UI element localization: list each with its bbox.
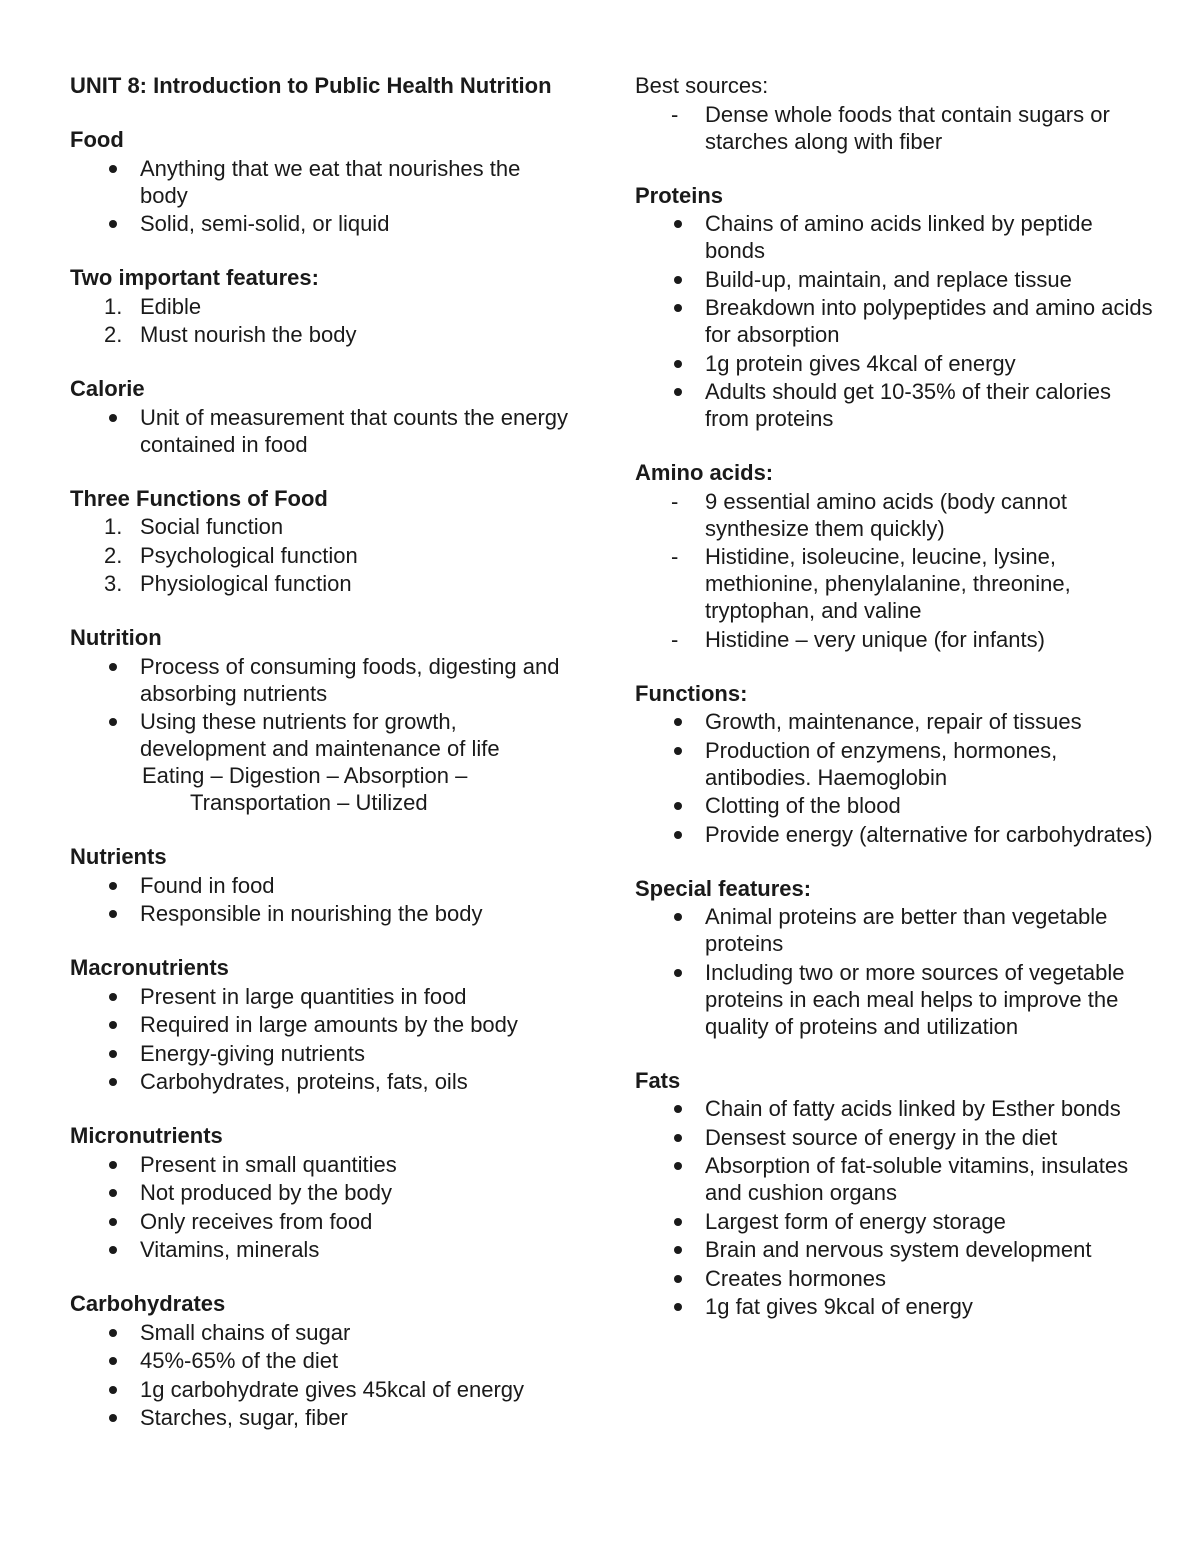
list-item-text: Required in large amounts by the body: [140, 1012, 518, 1037]
section-heading: Functions:: [635, 680, 748, 706]
list-item: [70, 570, 570, 597]
bullet-icon: [109, 993, 117, 1001]
bullet-icon: [109, 1078, 117, 1086]
bullet-icon: [109, 663, 117, 671]
section-heading: Macronutrients: [70, 955, 229, 980]
list-item: [70, 321, 570, 348]
list-item-text: Densest source of energy in the diet: [705, 1124, 1058, 1150]
bullet-icon: [109, 1189, 117, 1197]
list-item-text: Physiological function: [140, 571, 352, 596]
dash-list: [635, 101, 1155, 155]
section-special-features: [635, 875, 1155, 1040]
list-item: [635, 1236, 1155, 1263]
list-item-text: Creates hormones: [705, 1265, 886, 1291]
section-features: [70, 264, 570, 348]
list-item-text: Absorption of fat-soluble vitamins, insulates and cushion organs: [705, 1153, 1129, 1205]
list-item-text: 1g protein gives 4kcal of energy: [705, 350, 1016, 376]
list-item-text: Largest form of energy storage: [705, 1208, 1006, 1234]
bullet-list: [70, 404, 570, 458]
bullet-list: [635, 903, 1155, 1040]
list-item-text: Adults should get 10-35% of their calories from proteins: [705, 379, 1112, 431]
bullet-icon: [109, 1414, 117, 1422]
list-item-text: 1g fat gives 9kcal of energy: [705, 1294, 973, 1319]
bullet-icon: [674, 1134, 682, 1142]
list-item-text: Edible: [140, 293, 202, 319]
list-item-text: Responsible in nourishing the body: [140, 901, 483, 926]
section-heading: Three Functions of Food: [70, 485, 328, 511]
list-item: [70, 293, 570, 320]
left-column: [70, 72, 570, 1458]
bullet-icon: [674, 913, 682, 921]
list-item: [70, 900, 570, 927]
bullet-list: [70, 155, 570, 238]
list-item: [70, 1236, 570, 1263]
list-item: [635, 903, 1155, 957]
list-item: [635, 488, 1155, 542]
bullet-list: [70, 653, 570, 763]
list-item: [70, 872, 570, 899]
list-item-text: Only receives from food: [140, 1208, 373, 1234]
list-item: [70, 542, 570, 569]
best-sources-label: Best sources:: [635, 73, 769, 98]
list-item: [635, 101, 1155, 155]
nutrition-flow: [70, 762, 570, 816]
list-item-text: Including two or more sources of vegetable proteins in each meal helps to improve the quality of proteins and utilization: [705, 959, 1125, 1039]
list-item-text: 9 essential amino acids (body cannot synthesize them quickly): [705, 488, 1067, 541]
list-item-text: Animal proteins are better than vegetable proteins: [705, 904, 1108, 956]
list-item: [635, 1095, 1155, 1122]
list-item-text: Histidine, isoleucine, leucine, lysine, methionine, phenylalanine, threonine, tryptophan, and valine: [705, 544, 1071, 623]
section-heading: Carbohydrates: [70, 1291, 226, 1316]
list-item: [635, 294, 1155, 348]
list-item-text: Solid, semi-solid, or liquid: [140, 211, 390, 236]
list-item-text: Anything that we eat that nourishes the body: [140, 155, 521, 208]
section-micronutrients: [70, 1122, 570, 1263]
list-item-text: Unit of measurement that counts the energy contained in food: [140, 404, 569, 457]
list-item-text: Found in food: [140, 872, 275, 898]
section-functions-of-food: [70, 485, 570, 598]
list-item-text: Energy-giving nutrients: [140, 1040, 366, 1066]
list-item: [70, 708, 570, 762]
list-item-text: Present in large quantities in food: [140, 983, 467, 1009]
section-heading: Fats: [635, 1067, 681, 1093]
bullet-icon: [109, 1386, 117, 1394]
bullet-list: [635, 1095, 1155, 1320]
list-item: [70, 1376, 570, 1403]
list-item-text: Brain and nervous system development: [705, 1237, 1092, 1262]
bullet-icon: [109, 220, 117, 228]
section-heading: Calorie: [70, 376, 145, 401]
list-item-text: Small chains of sugar: [140, 1319, 351, 1345]
list-item-text: Growth, maintenance, repair of tissues: [705, 709, 1082, 734]
dash-list: [635, 488, 1155, 653]
dash-marker: -: [671, 626, 679, 652]
list-item: [70, 1347, 570, 1374]
list-item: [635, 266, 1155, 293]
list-item: [635, 350, 1155, 377]
list-item: [70, 1011, 570, 1038]
bullet-icon: [674, 969, 682, 977]
bullet-icon: [109, 1329, 117, 1337]
flow-line: Eating – Digestion – Absorption –: [142, 763, 468, 788]
section-nutrition: [70, 624, 570, 816]
bullet-list: [70, 1319, 570, 1432]
bullet-list: [635, 708, 1155, 848]
list-item-text: Production of enzymens, hormones, antibodies. Haemoglobin: [705, 737, 1058, 790]
numbered-list: [70, 293, 570, 349]
bullet-icon: [674, 276, 682, 284]
bullet-icon: [674, 360, 682, 368]
list-item-text: Dense whole foods that contain sugars or starches along with fiber: [705, 101, 1110, 154]
section-nutrients: [70, 843, 570, 927]
list-item: [635, 543, 1155, 624]
list-number: 1.: [104, 514, 123, 539]
list-item: [70, 653, 570, 707]
bullet-icon: [109, 1161, 117, 1169]
list-item-text: Present in small quantities: [140, 1151, 397, 1177]
bullet-list: [635, 210, 1155, 432]
list-item-text: Must nourish the body: [140, 322, 357, 347]
dash-marker: -: [671, 544, 679, 569]
bullet-icon: [674, 802, 682, 810]
bullet-icon: [674, 831, 682, 839]
list-number: 2.: [104, 542, 123, 568]
list-item-text: Carbohydrates, proteins, fats, oils: [140, 1069, 468, 1094]
bullet-icon: [674, 1246, 682, 1254]
bullet-list: [70, 1151, 570, 1264]
section-carbohydrates: [70, 1290, 570, 1431]
list-item-text: Starches, sugar, fiber: [140, 1405, 348, 1430]
section-fats: [635, 1067, 1155, 1321]
bullet-icon: [109, 1246, 117, 1254]
list-item: [70, 1208, 570, 1235]
list-item: [635, 792, 1155, 819]
list-item: [70, 1151, 570, 1178]
bullet-icon: [674, 747, 682, 755]
list-number: 1.: [104, 293, 123, 319]
page-title: UNIT 8: Introduction to Public Health Nutrition: [70, 73, 552, 98]
section-heading: Proteins: [635, 182, 724, 208]
bullet-icon: [674, 1105, 682, 1113]
list-item: [70, 404, 570, 458]
bullet-icon: [109, 1021, 117, 1029]
list-item-text: Chains of amino acids linked by peptide bonds: [705, 211, 1093, 263]
list-item: [635, 1208, 1155, 1235]
list-item: [635, 1293, 1155, 1320]
list-item-text: Vitamins, minerals: [140, 1237, 320, 1262]
section-best-sources: [635, 72, 1155, 155]
section-heading: Amino acids:: [635, 460, 774, 485]
list-item: [635, 737, 1155, 791]
list-item: [635, 1265, 1155, 1292]
section-macronutrients: [70, 954, 570, 1095]
list-item-text: Breakdown into polypeptides and amino acids for absorption: [705, 295, 1153, 347]
list-item: [635, 959, 1155, 1040]
list-item-text: Social function: [140, 514, 284, 539]
list-item: [70, 210, 570, 237]
bullet-icon: [109, 165, 117, 173]
flow-line: Transportation – Utilized: [190, 790, 428, 815]
right-column: [635, 72, 1155, 1347]
section-food: [70, 126, 570, 237]
dash-marker: -: [671, 101, 679, 127]
list-number: 3.: [104, 571, 123, 596]
dash-marker: -: [671, 488, 679, 514]
list-item: [70, 1040, 570, 1067]
bullet-list: [70, 983, 570, 1096]
list-item: [635, 1152, 1155, 1206]
bullet-icon: [109, 414, 117, 422]
section-heading: Special features:: [635, 875, 812, 901]
bullet-icon: [674, 1218, 682, 1226]
bullet-icon: [674, 1162, 682, 1170]
list-item: [70, 983, 570, 1010]
section-heading: Nutrients: [70, 844, 167, 869]
list-item: [635, 210, 1155, 264]
bullet-icon: [109, 910, 117, 918]
list-item: [70, 1179, 570, 1206]
bullet-icon: [674, 304, 682, 312]
list-item-text: Provide energy (alternative for carbohydrates): [705, 821, 1153, 847]
list-item-text: Build-up, maintain, and replace tissue: [705, 266, 1072, 292]
list-item-text: 1g carbohydrate gives 45kcal of energy: [140, 1376, 525, 1402]
list-item-text: Clotting of the blood: [705, 793, 901, 818]
list-item-text: 45%-65% of the diet: [140, 1348, 339, 1373]
bullet-icon: [109, 1357, 117, 1365]
list-item: [70, 1319, 570, 1346]
bullet-icon: [674, 718, 682, 726]
section-amino-acids: [635, 459, 1155, 653]
list-item: [635, 378, 1155, 432]
section-heading: Nutrition: [70, 625, 162, 650]
list-item: [70, 1404, 570, 1431]
list-item-text: Using these nutrients for growth, development and maintenance of life: [140, 709, 500, 761]
list-item: [635, 626, 1155, 653]
list-number: 2.: [104, 322, 123, 347]
section-proteins: [635, 182, 1155, 433]
section-heading: Micronutrients: [70, 1123, 223, 1148]
list-item-text: Not produced by the body: [140, 1180, 392, 1205]
list-item-text: Chain of fatty acids linked by Esther bonds: [705, 1096, 1121, 1121]
bullet-icon: [674, 220, 682, 228]
section-functions: [635, 680, 1155, 848]
bullet-icon: [674, 1303, 682, 1311]
bullet-icon: [109, 1218, 117, 1226]
list-item: [635, 821, 1155, 848]
list-item: [70, 513, 570, 540]
list-item-text: Process of consuming foods, digesting and absorbing nutrients: [140, 653, 560, 706]
section-calorie: [70, 375, 570, 458]
bullet-icon: [674, 388, 682, 396]
bullet-icon: [109, 718, 117, 726]
list-item: [70, 155, 570, 209]
numbered-list: [70, 513, 570, 597]
section-heading: Two important features:: [70, 265, 319, 290]
bullet-list: [70, 872, 570, 928]
list-item: [70, 1068, 570, 1095]
list-item: [635, 708, 1155, 735]
list-item: [635, 1124, 1155, 1151]
bullet-icon: [674, 1275, 682, 1283]
list-item-text: Psychological function: [140, 542, 358, 568]
section-heading: Food: [70, 127, 124, 152]
bullet-icon: [109, 882, 117, 890]
list-item-text: Histidine – very unique (for infants): [705, 626, 1045, 652]
bullet-icon: [109, 1050, 117, 1058]
